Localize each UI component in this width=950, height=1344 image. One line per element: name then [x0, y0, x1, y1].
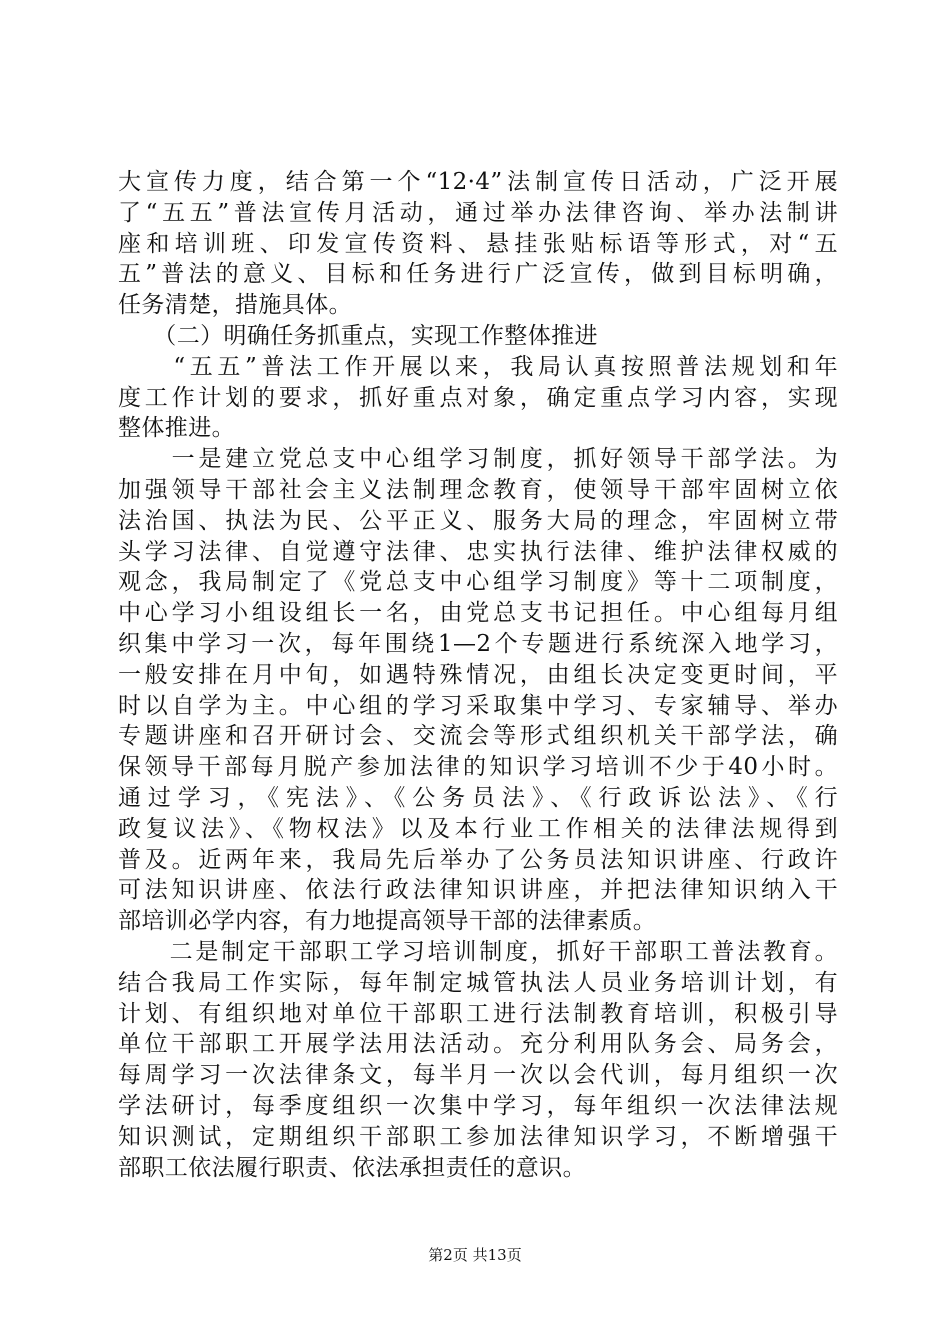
text-line: 知识测试，定期组织干部职工参加法律知识学习，不断增强干 — [118, 1123, 838, 1150]
text-line: 保领导干部每月脱产参加法律的知识学习培训不少于40小时。 — [118, 754, 838, 781]
text-line: 头学习法律、自觉遵守法律、忠实执行法律、维护法律权威的 — [118, 538, 838, 565]
text-line: 度工作计划的要求，抓好重点对象，确定重点学习内容，实现 — [118, 384, 838, 411]
text-line: 加强领导干部社会主义法制理念教育，使领导干部牢固树立依 — [118, 476, 838, 503]
text-line: 每周学习一次法律条文，每半月一次以会代训，每月组织一次 — [118, 1062, 838, 1089]
text-line: 普及。近两年来，我局先后举办了公务员法知识讲座、行政许 — [118, 846, 838, 873]
text-line: 观念，我局制定了《党总支中心组学习制度》等十二项制度， — [118, 569, 838, 596]
text-line: 中心学习小组设组长一名，由党总支书记担任。中心组每月组 — [118, 600, 838, 627]
section-heading: （二）明确任务抓重点，实现工作整体推进 — [118, 322, 598, 349]
text-line: 学法研讨，每季度组织一次集中学习，每年组织一次法律法规 — [118, 1092, 838, 1119]
text-line: 结合我局工作实际，每年制定城管执法人员业务培训计划，有 — [118, 969, 838, 996]
text-line: 政复议法》、《物权法》以及本行业工作相关的法律法规得到 — [118, 815, 838, 842]
text-line: 可法知识讲座、依法行政法律知识讲座，并把法律知识纳入干 — [118, 877, 838, 904]
text-line: 法治国、执法为民、公平正义、服务大局的理念，牢固树立带 — [118, 507, 838, 534]
text-line: 计划、有组织地对单位干部职工进行法制教育培训，积极引导 — [118, 1000, 838, 1027]
text-line: 整体推进。 — [118, 415, 235, 442]
text-line: 部培训必学内容，有力地提高领导干部的法律素质。 — [118, 908, 657, 935]
document-body — [118, 167, 838, 1183]
text-line: 一是建立党总支中心组学习制度，抓好领导干部学法。为 — [118, 446, 838, 473]
text-line: 任务清楚，措施具体。 — [118, 292, 352, 319]
text-line: 一般安排在月中旬，如遇特殊情况，由组长决定变更时间，平 — [118, 661, 838, 688]
text-line: “五五”普法工作开展以来，我局认真按照普法规划和年 — [118, 353, 838, 380]
text-line: 了“五五”普法宣传月活动，通过举办法律咨询、举办法制讲 — [118, 199, 838, 226]
text-line: 专题讲座和召开研讨会、交流会等形式组织机关干部学法，确 — [118, 723, 838, 750]
text-line: 座和培训班、印发宣传资料、悬挂张贴标语等形式，对“五 — [118, 230, 838, 257]
text-line: 五”普法的意义、目标和任务进行广泛宣传，做到目标明确， — [118, 261, 838, 288]
text-line: 时以自学为主。中心组的学习采取集中学习、专家辅导、举办 — [118, 692, 838, 719]
text-line: 通过学习，《宪法》、《公务员法》、《行政诉讼法》、《行 — [118, 784, 838, 811]
text-line: 二是制定干部职工学习培训制度，抓好干部职工普法教育。 — [118, 938, 838, 965]
text-line: 部职工依法履行职责、依法承担责任的意识。 — [118, 1154, 586, 1181]
text-line: 单位干部职工开展学法用法活动。充分利用队务会、局务会， — [118, 1031, 838, 1058]
text-line: 织集中学习一次，每年围绕1—2个专题进行系统深入地学习， — [118, 630, 838, 657]
page-number-footer: 第2页 共13页 — [428, 1246, 522, 1264]
text-line: 大宣传力度，结合第一个“12·4”法制宣传日活动，广泛开展 — [118, 169, 838, 195]
